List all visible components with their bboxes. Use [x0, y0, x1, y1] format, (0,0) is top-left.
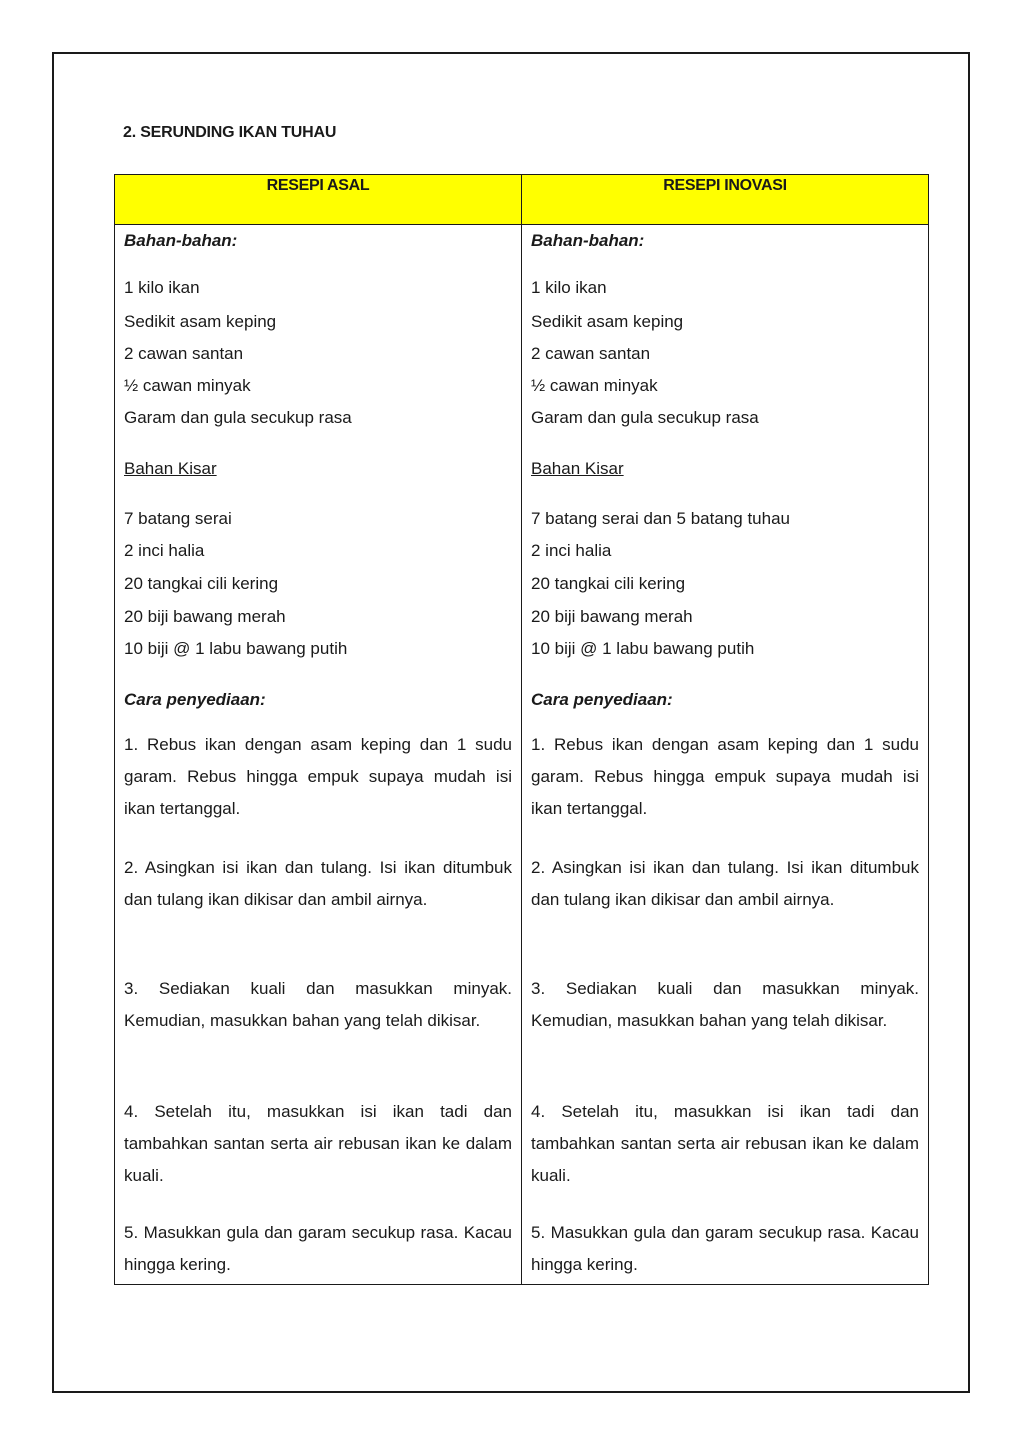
bahan-heading: Bahan-bahan: [531, 231, 645, 250]
bahan-item: Sedikit asam keping [124, 312, 277, 331]
kisar-item: 7 batang serai [124, 509, 232, 528]
kisar-item: 2 inci halia [124, 541, 205, 560]
bahan-item: ½ cawan minyak [531, 376, 658, 395]
kisar-item: 20 biji bawang merah [124, 607, 286, 626]
step-item: 3. Sediakan kuali dan masukkan minyak. Kemudian, masukkan bahan yang telah dikisar. [124, 979, 512, 1030]
step-item: 4. Setelah itu, masukkan isi ikan tadi dan tambahkan santan serta air rebusan ikan ke dalam kuali. [531, 1102, 919, 1185]
step-item: 4. Setelah itu, masukkan isi ikan tadi dan tambahkan santan serta air rebusan ikan ke dalam kuali. [124, 1102, 512, 1185]
header-resepi-asal: RESEPI ASAL [115, 175, 522, 225]
cara-heading: Cara penyediaan: [124, 690, 266, 709]
bahan-item: Garam dan gula secukup rasa [124, 408, 352, 427]
kisar-item: 20 tangkai cili kering [124, 574, 279, 593]
kisar-heading: Bahan Kisar [531, 459, 624, 478]
kisar-heading: Bahan Kisar [124, 459, 217, 478]
step-item: 1. Rebus ikan dengan asam keping dan 1 sudu garam. Rebus hingga empuk supaya mudah isi ikan tertanggal. [124, 735, 512, 818]
bahan-item: 1 kilo ikan [124, 278, 200, 297]
step-item: 1. Rebus ikan dengan asam keping dan 1 sudu garam. Rebus hingga empuk supaya mudah isi ikan tertanggal. [531, 735, 919, 818]
recipe-comparison-table [114, 174, 929, 1285]
bahan-item: Sedikit asam keping [531, 312, 684, 331]
kisar-item: 2 inci halia [531, 541, 612, 560]
step-item: 2. Asingkan isi ikan dan tulang. Isi ikan ditumbuk dan tulang ikan dikisar dan ambil airnya. [124, 858, 512, 909]
kisar-item: 10 biji @ 1 labu bawang putih [531, 639, 755, 658]
bahan-item: 2 cawan santan [124, 344, 244, 363]
step-item: 5. Masukkan gula dan garam secukup rasa. Kacau hingga kering. [531, 1223, 919, 1274]
section-title: 2. SERUNDING IKAN TUHAU [123, 124, 337, 141]
cara-heading: Cara penyediaan: [531, 690, 673, 709]
table-body-row [115, 225, 929, 1285]
step-item: 2. Asingkan isi ikan dan tulang. Isi ikan ditumbuk dan tulang ikan dikisar dan ambil airnya. [531, 858, 919, 909]
step-item: 5. Masukkan gula dan garam secukup rasa. Kacau hingga kering. [124, 1223, 512, 1274]
kisar-item: 20 biji bawang merah [531, 607, 693, 626]
step-item: 3. Sediakan kuali dan masukkan minyak. Kemudian, masukkan bahan yang telah dikisar. [531, 979, 919, 1030]
bahan-item: ½ cawan minyak [124, 376, 251, 395]
kisar-item: 20 tangkai cili kering [531, 574, 686, 593]
kisar-item: 7 batang serai dan 5 batang tuhau [531, 509, 790, 528]
header-resepi-inovasi: RESEPI INOVASI [522, 175, 929, 225]
bahan-heading: Bahan-bahan: [124, 231, 238, 250]
bahan-item: 2 cawan santan [531, 344, 651, 363]
bahan-item: Garam dan gula secukup rasa [531, 408, 759, 427]
column-resepi-asal [115, 225, 522, 1285]
table-header-row [115, 175, 929, 225]
bahan-item: 1 kilo ikan [531, 278, 607, 297]
kisar-item: 10 biji @ 1 labu bawang putih [124, 639, 348, 658]
column-resepi-inovasi [522, 225, 929, 1285]
